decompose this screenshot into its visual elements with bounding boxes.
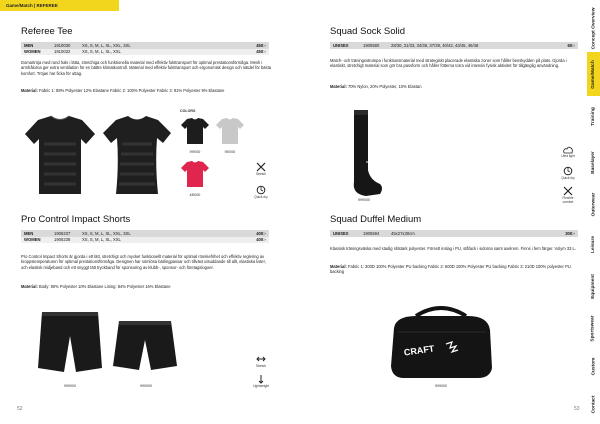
article-cell: 1910032	[51, 49, 79, 56]
gender-cell: MEN	[21, 230, 51, 237]
shorts-women-image	[112, 318, 178, 374]
sidebar-nav	[587, 0, 600, 424]
sizes-cell: XS, S, M, L, XL, XXL, 3XL	[79, 42, 226, 49]
table-row	[330, 42, 578, 49]
category-tag: Game/Match | REFEREE	[0, 0, 119, 11]
shorts-material: Material: Body: 90% Polyester 10% Elastane Lining: 84% Polyester 16% Elastane	[21, 284, 171, 289]
stretch-icon: Stretch	[254, 162, 268, 176]
referee-tee-spec-table	[21, 42, 269, 55]
gender-cell: WOMEN	[21, 49, 51, 56]
page-number-right: 53	[574, 406, 580, 412]
lightweight-icon: Lightweight	[254, 374, 268, 388]
duffel-title: Squad Duffel Medium	[330, 214, 422, 225]
sock-description: Match- och träningsstrumpa i funktionsmaterial med strategiskt placerade elastiska zoner som håller benskydden på plats. Gjorda i elastiskt, stretchigt material som gör bra passform och håller fötterna torra vid intensiv fysisk aktivitet för tillgänglig användning.	[330, 58, 567, 69]
sidebar-tab-equipment[interactable]: Equipment	[591, 273, 597, 299]
sizes-cell: 45x27x30cm	[388, 230, 512, 237]
sock-caption: 999000	[358, 198, 370, 202]
duffel-brand-text: CRAFT	[403, 343, 435, 358]
table-row	[21, 49, 269, 56]
gender-cell: UNISEX	[330, 42, 360, 49]
duffel-caption: 999000	[435, 384, 447, 388]
price-cell: 400:-	[226, 237, 269, 244]
sidebar-tab-game-match[interactable]: Game/Match	[587, 52, 600, 96]
shorts-spec-table	[21, 230, 269, 243]
shorts-men-caption: 999000	[64, 384, 76, 388]
article-cell: 1906238	[51, 237, 79, 244]
tshirt-icon	[215, 117, 245, 145]
sidebar-tab-training[interactable]: Training	[591, 106, 596, 126]
price-cell: 60:-	[554, 42, 578, 49]
sidebar-tab-concept-overview[interactable]: Concept Overview	[591, 7, 597, 49]
article-cell: 1905594	[360, 230, 388, 237]
sidebar-tab-custom[interactable]: Custom	[591, 357, 597, 375]
table-row	[21, 237, 269, 244]
color-swatch-black[interactable]: 999000	[180, 117, 210, 151]
tshirt-icon	[180, 117, 210, 145]
price-cell: 300:-	[512, 230, 578, 237]
duffel-bag-image	[386, 302, 496, 382]
sizes-cell: XS, S, M, L, XL, XXL	[79, 237, 226, 244]
duffel-spec-table	[330, 230, 578, 237]
sidebar-tab-leisure[interactable]: Leisure	[591, 235, 597, 253]
gender-cell: MEN	[21, 42, 51, 49]
article-cell: 1905580	[360, 42, 388, 49]
page-number-left: 52	[17, 406, 23, 412]
color-swatch-pink[interactable]: 485000	[180, 160, 210, 194]
stretch-icon: Stretch	[254, 354, 268, 368]
referee-tee-men-image	[24, 114, 96, 196]
colors-label: COLORS	[180, 109, 196, 113]
color-swatch-grey[interactable]: 950000	[215, 117, 245, 151]
shorts-description: Pro Control Impact Shorts är gjorda i ett lätt, stretchigt och mycket funktionellt material för optimal rörelsefrihet och effektiv reglering av kroppstemperaturen för optimal prestationsförmåga. Designen har sömlösa bärlingpassar och tillväxt utsuddande till allt, elastiska lister, och elastisk midjeband och ett snyggt tätt tryckband för sponsoring av klubb-, sponsor- och företagslogoer.	[21, 254, 266, 270]
price-cell: 400:-	[226, 230, 269, 237]
price-cell: 450:-	[226, 49, 269, 56]
gender-cell: UNISEX	[330, 230, 360, 237]
sock-image	[344, 108, 384, 200]
sidebar-tab-contact[interactable]: Contact	[591, 395, 597, 413]
sizes-cell: XS, S, M, L, XL, XXL, 3XL	[79, 230, 226, 237]
referee-tee-description: Domartröja med rund hals i lätta, stretchiga och funktionella material med effektiv fukttransport för optimal prestationsförmåga. Mesh i armhålorna ger extra ventilation för en bättre klimatkontroll. Material med effektiv fukttransport och ergonomisk design och nätdel för bästa komfort. Tröjan har ficka för uttag.	[21, 60, 271, 76]
shorts-women-caption: 999000	[140, 384, 152, 388]
sidebar-tab-baselayer[interactable]: Baselayer	[591, 150, 597, 174]
referee-tee-title: Referee Tee	[21, 26, 73, 37]
duffel-description: Klassisk träningsväska med stadig slitstark polyester. Försett inslag i PU, ståfack i sidorna samt axelrem. Finns i fem färger. Volym 33 L.	[330, 246, 576, 251]
article-cell: 1906237	[51, 230, 79, 237]
ultra-light-icon: Ultra light	[561, 146, 575, 158]
duffel-material: Material: Fabric 1: 300D 100% Polyester PU backing Fabric 2: 600D 100% Polyester PU backing Fabric 3: 210D 100% polyester PU backing	[330, 264, 571, 275]
referee-tee-material: Material: Fabric 1: 88% Polyester 12% Elastane Fabric 2: 100% Polyester Fabric 3: 91% Polyester 9% Elastane	[21, 88, 225, 93]
sock-spec-table	[330, 42, 578, 49]
table-row	[330, 230, 578, 237]
sidebar-tab-outerwear[interactable]: Outerwear	[591, 192, 597, 216]
sidebar-tab-sportswear[interactable]: Sportswear	[591, 314, 597, 342]
referee-tee-women-image	[102, 114, 172, 196]
sizes-cell: 28/30, 31/33, 34/36, 37/39, 40/42, 43/45, 46/48	[388, 42, 554, 49]
price-cell: 450:-	[226, 42, 269, 49]
quick-dry-icon: Quick dry	[561, 166, 575, 180]
shorts-men-image	[36, 308, 104, 378]
sock-title: Squad Sock Solid	[330, 26, 405, 37]
shorts-title: Pro Control Impact Shorts	[21, 214, 131, 225]
gender-cell: WOMEN	[21, 237, 51, 244]
sock-material: Material: 70% Nylon, 20% Polyester, 10% Elastan	[330, 84, 422, 89]
article-cell: 1910030	[51, 42, 79, 49]
tshirt-icon	[180, 160, 210, 188]
sizes-cell: XS, S, M, L, XL, XXL	[79, 49, 226, 56]
quick-dry-icon: Quick dry	[254, 185, 268, 199]
flexible-icon: Flexible comfort	[561, 186, 575, 204]
